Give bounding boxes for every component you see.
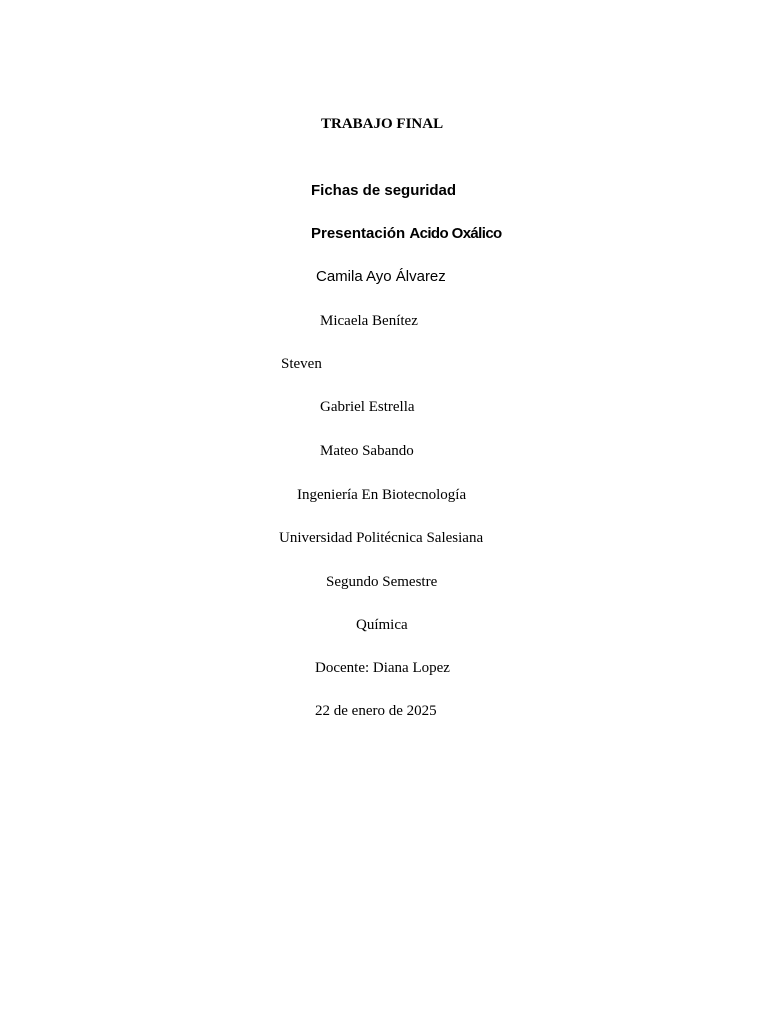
presentation-line (311, 226, 502, 241)
author-name: Gabriel Estrella (320, 399, 415, 415)
presentation-topic: Acido Oxálico (409, 225, 502, 242)
university-name: Universidad Politécnica Salesiana (279, 530, 484, 546)
teacher: Docente: Diana Lopez (315, 660, 450, 676)
date: 22 de enero de 2025 (315, 703, 437, 719)
semester: Segundo Semestre (326, 574, 438, 590)
author-name: Camila Ayo Álvarez (316, 268, 446, 285)
presentation-label: Presentación (311, 225, 406, 242)
document-subtitle: Fichas de seguridad (311, 182, 457, 199)
career-name: Ingeniería En Biotecnología (297, 487, 467, 503)
author-name: Mateo Sabando (320, 443, 414, 459)
document-title: TRABAJO FINAL (321, 116, 444, 132)
author-name: Micaela Benítez (320, 313, 418, 329)
author-name: Steven (281, 356, 322, 372)
subject: Química (356, 617, 408, 633)
